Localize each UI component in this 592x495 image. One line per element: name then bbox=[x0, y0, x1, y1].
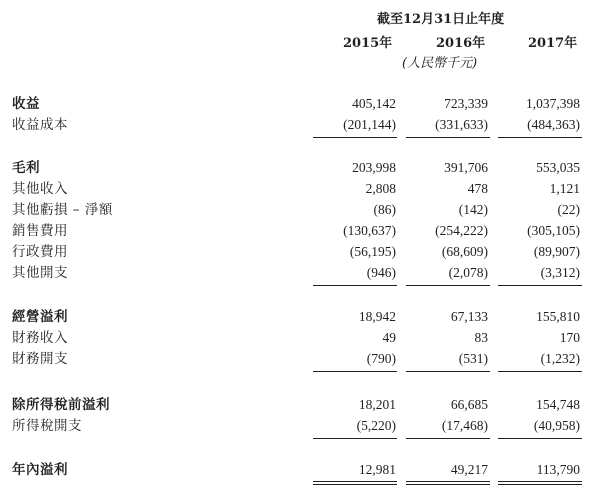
table-row bbox=[0, 307, 592, 327]
total-double-rule bbox=[498, 484, 582, 485]
subtotal-rule bbox=[406, 285, 490, 286]
table-row bbox=[0, 221, 592, 241]
row-label: 其他虧損 – 淨額 bbox=[12, 202, 113, 218]
value-2015: 49 bbox=[382, 330, 396, 345]
row-label: 收益成本 bbox=[12, 117, 68, 133]
value-2015: 2,808 bbox=[365, 181, 396, 196]
value-2017: (22) bbox=[557, 202, 580, 217]
row-label: 銷售費用 bbox=[12, 223, 68, 239]
row-label: 收益 bbox=[12, 96, 40, 112]
table-row bbox=[0, 158, 592, 178]
period-heading: 截至12月31日止年度 bbox=[377, 12, 505, 27]
total-double-rule bbox=[406, 481, 490, 482]
value-2015: 12,981 bbox=[358, 462, 396, 477]
value-2016: 67,133 bbox=[450, 309, 488, 324]
value-2016: (331,633) bbox=[435, 117, 488, 132]
table-row bbox=[0, 179, 592, 199]
row-label: 經營溢利 bbox=[12, 309, 68, 325]
value-2017: (305,105) bbox=[527, 223, 580, 238]
subtotal-rule bbox=[498, 438, 582, 439]
value-2017: (89,907) bbox=[533, 244, 580, 259]
table-row bbox=[0, 115, 592, 135]
row-label: 行政費用 bbox=[12, 244, 68, 260]
value-2016: 391,706 bbox=[444, 160, 488, 175]
subtotal-rule bbox=[313, 371, 397, 372]
value-2017: (1,232) bbox=[540, 351, 580, 366]
value-2016: (68,609) bbox=[441, 244, 488, 259]
subtotal-rule bbox=[498, 285, 582, 286]
value-2015: (130,637) bbox=[343, 223, 396, 238]
value-2015: (86) bbox=[373, 202, 396, 217]
row-label: 除所得稅前溢利 bbox=[12, 397, 110, 413]
value-2015: (56,195) bbox=[349, 244, 396, 259]
value-2016: (531) bbox=[458, 351, 488, 366]
value-2016: (2,078) bbox=[448, 265, 488, 280]
row-label: 財務開支 bbox=[12, 351, 68, 367]
value-2017: 553,035 bbox=[536, 160, 580, 175]
value-2016: 83 bbox=[474, 330, 488, 345]
value-2017: 1,037,398 bbox=[526, 96, 580, 111]
subtotal-rule bbox=[498, 137, 582, 138]
subtotal-rule bbox=[406, 137, 490, 138]
total-double-rule bbox=[406, 484, 490, 485]
row-label: 財務收入 bbox=[12, 330, 68, 346]
value-2015: (5,220) bbox=[356, 418, 396, 433]
table-row bbox=[0, 349, 592, 369]
unit-label: (人民幣千元) bbox=[402, 56, 478, 71]
value-2017: 1,121 bbox=[549, 181, 580, 196]
value-2017: (3,312) bbox=[540, 265, 580, 280]
subtotal-rule bbox=[498, 371, 582, 372]
table-row bbox=[0, 416, 592, 436]
value-2016: 66,685 bbox=[450, 397, 488, 412]
value-2017: (40,958) bbox=[533, 418, 580, 433]
value-2016: 49,217 bbox=[450, 462, 488, 477]
value-2016: (17,468) bbox=[441, 418, 488, 433]
value-2015: (946) bbox=[366, 265, 396, 280]
value-2016: (142) bbox=[458, 202, 488, 217]
table-row bbox=[0, 200, 592, 220]
value-2015: 18,201 bbox=[358, 397, 396, 412]
subtotal-rule bbox=[406, 438, 490, 439]
row-label: 毛利 bbox=[12, 160, 40, 176]
value-2017: 170 bbox=[559, 330, 580, 345]
subtotal-rule bbox=[313, 438, 397, 439]
value-2017: 113,790 bbox=[536, 462, 580, 477]
table-row bbox=[0, 94, 592, 114]
value-2017: 154,748 bbox=[536, 397, 580, 412]
table-row bbox=[0, 242, 592, 262]
table-row bbox=[0, 263, 592, 283]
value-2015: (201,144) bbox=[343, 117, 396, 132]
value-2017: (484,363) bbox=[527, 117, 580, 132]
value-2015: 405,142 bbox=[352, 96, 396, 111]
table-row bbox=[0, 460, 592, 480]
value-2015: 18,942 bbox=[358, 309, 396, 324]
row-label: 年內溢利 bbox=[12, 462, 68, 478]
table-row bbox=[0, 328, 592, 348]
total-double-rule bbox=[313, 481, 397, 482]
row-label: 其他開支 bbox=[12, 265, 68, 281]
value-2016: 478 bbox=[467, 181, 488, 196]
value-2016: 723,339 bbox=[444, 96, 488, 111]
year-2017-heading: 2017年 bbox=[528, 36, 578, 51]
row-label: 其他收入 bbox=[12, 181, 68, 197]
value-2016: (254,222) bbox=[435, 223, 488, 238]
subtotal-rule bbox=[313, 137, 397, 138]
year-2016-heading: 2016年 bbox=[436, 36, 486, 51]
subtotal-rule bbox=[313, 285, 397, 286]
year-2015-heading: 2015年 bbox=[343, 36, 393, 51]
total-double-rule bbox=[498, 481, 582, 482]
table-row bbox=[0, 395, 592, 415]
value-2017: 155,810 bbox=[536, 309, 580, 324]
total-double-rule bbox=[313, 484, 397, 485]
value-2015: 203,998 bbox=[352, 160, 396, 175]
subtotal-rule bbox=[406, 371, 490, 372]
row-label: 所得稅開支 bbox=[12, 418, 82, 434]
value-2015: (790) bbox=[366, 351, 396, 366]
